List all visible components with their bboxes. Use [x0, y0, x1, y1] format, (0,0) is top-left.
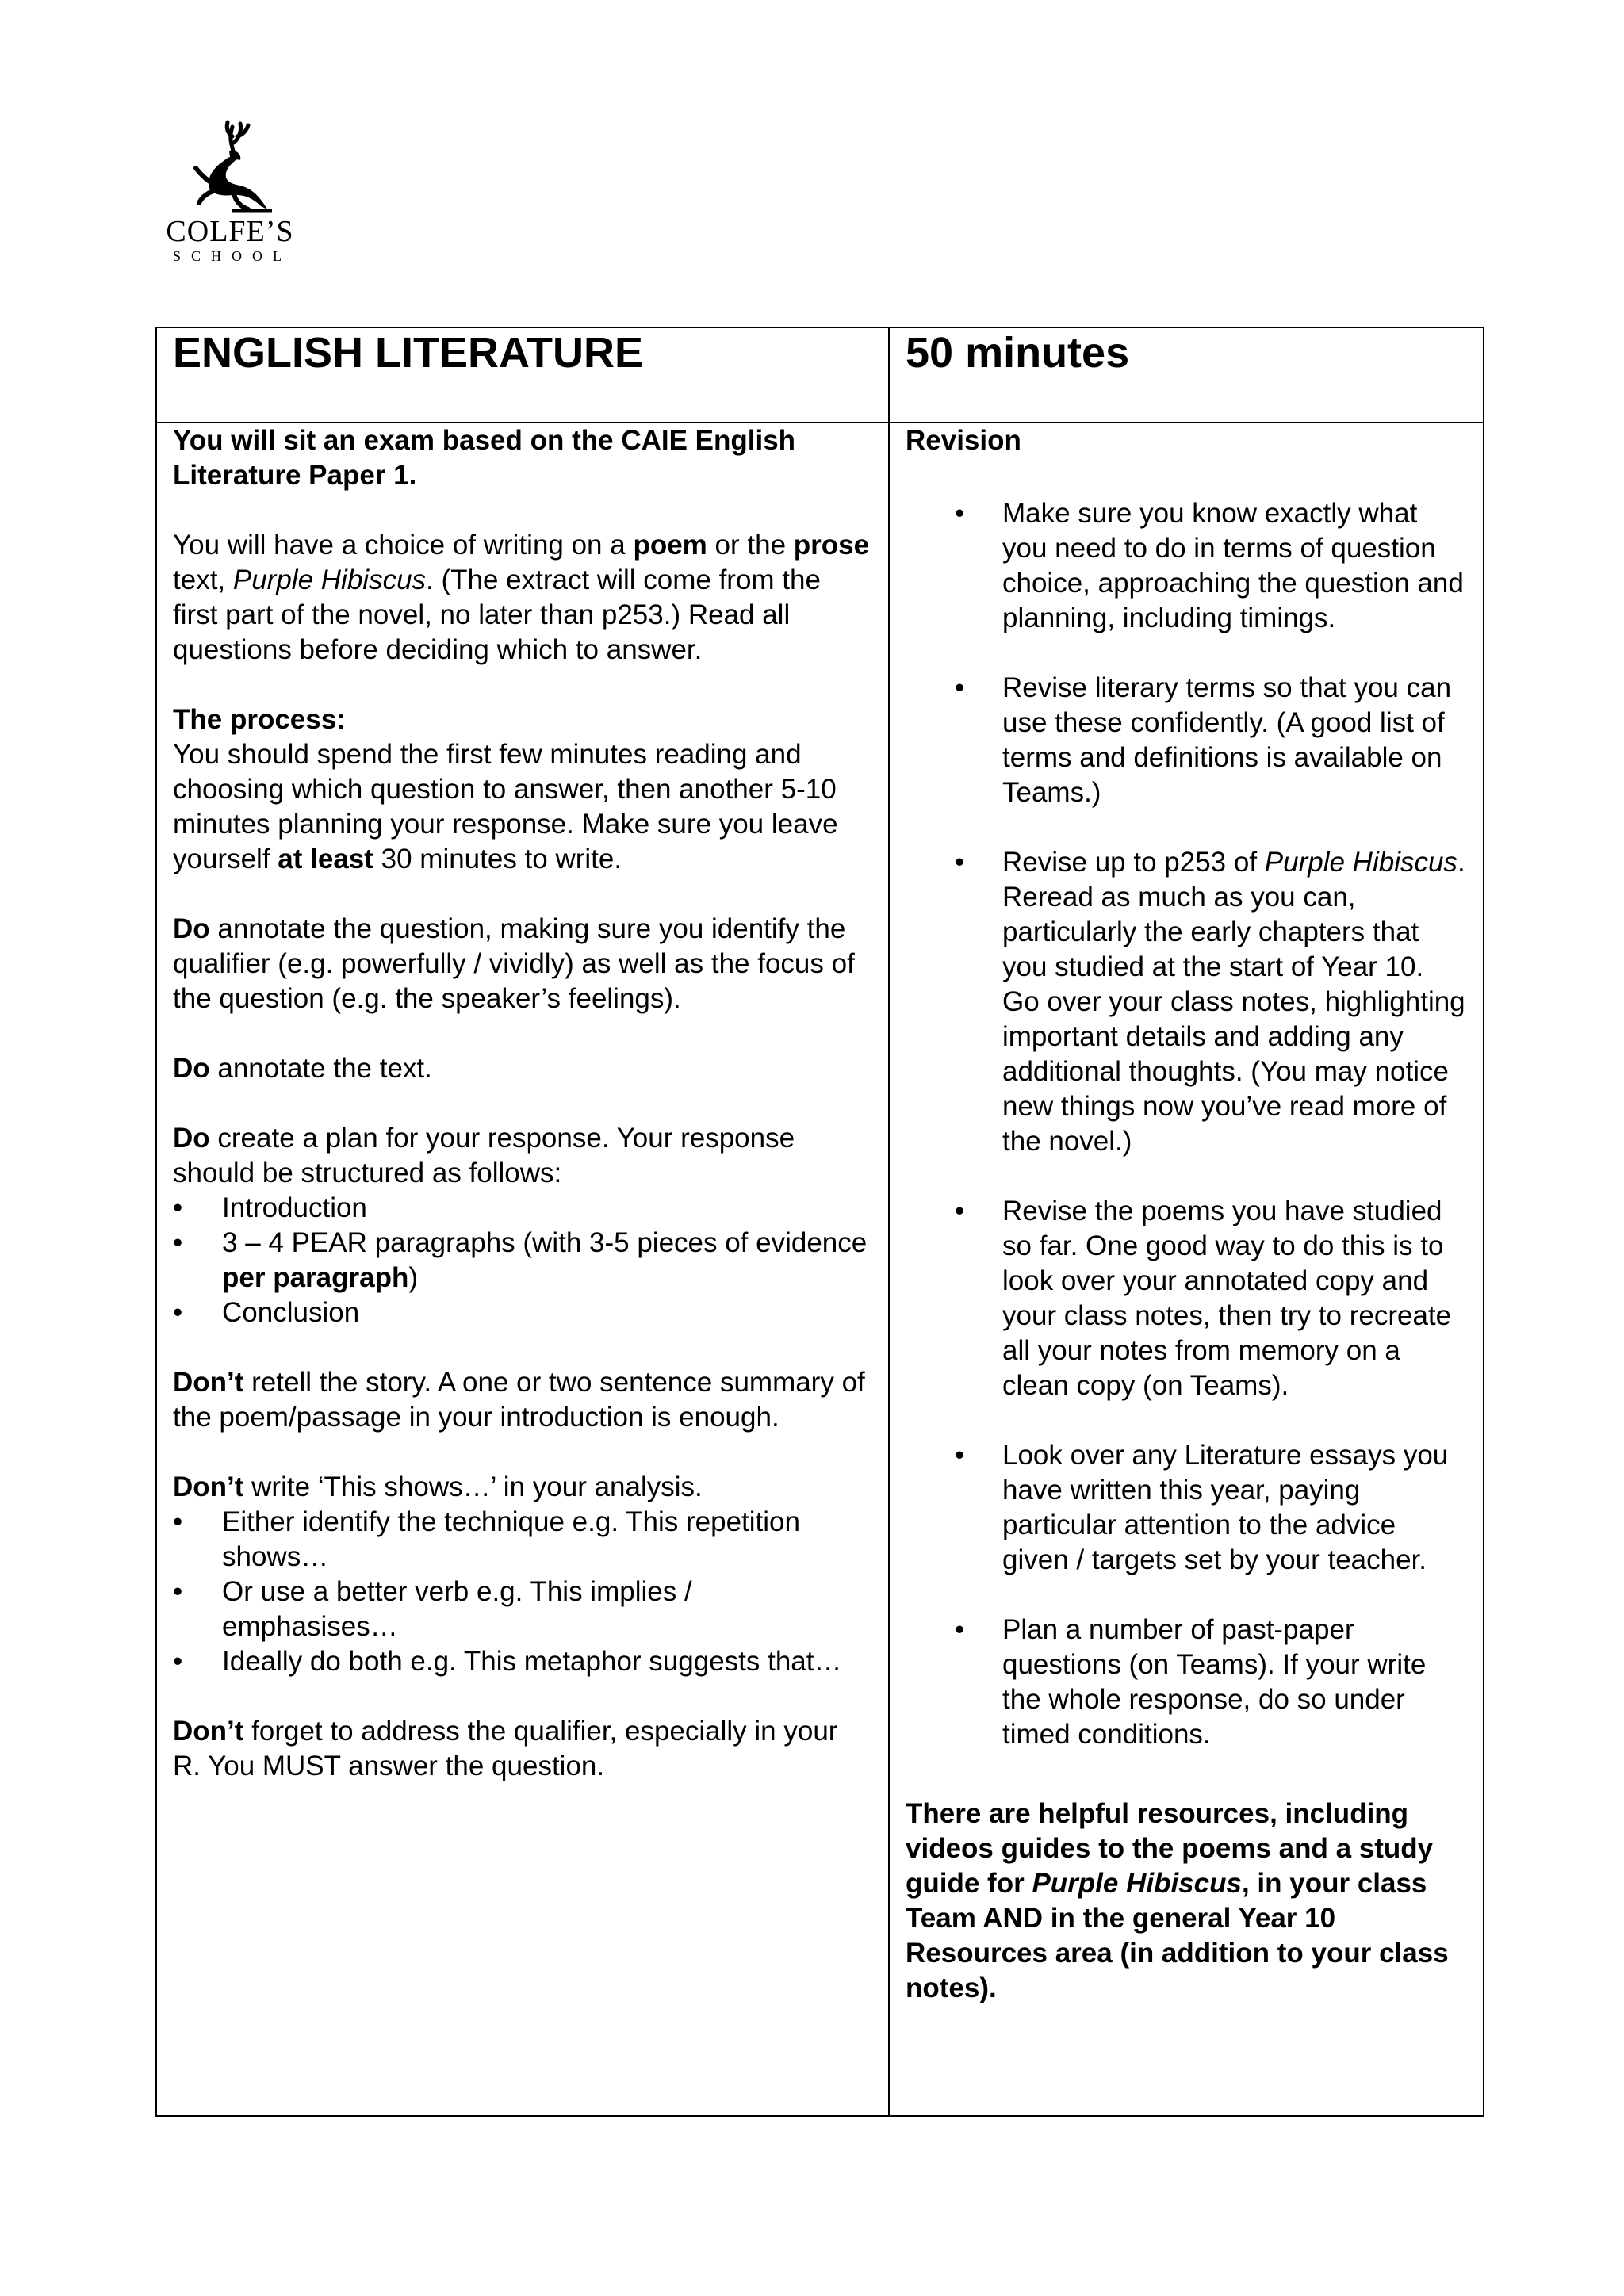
school-logo	[163, 119, 297, 265]
dont-forget-qualifier: Don’t forget to address the qualifier, especially in your R. You MUST answer the question.	[173, 1716, 838, 1781]
revision-heading: Revision	[906, 425, 1021, 456]
dont-retell: Don’t retell the story. A one or two sentence summary of the poem/passage in your introduction is enough.	[173, 1367, 865, 1433]
list-item: • Either identify the technique e.g. This repetition shows…	[173, 1505, 872, 1575]
exam-info-table	[155, 327, 1484, 2117]
content-row	[156, 423, 1484, 2116]
list-item: • Introduction	[173, 1191, 872, 1226]
list-item: • Revise the poems you have studied so far. One good way to do this is to look over your annotated copy and your class notes, then try to recreate all your notes from memory on a clean copy (on Teams).	[906, 1194, 1467, 1403]
exam-guidance-cell	[156, 423, 889, 2116]
revision-list	[906, 496, 1467, 1752]
list-item: • Revise literary terms so that you can use these confidently. (A good list of terms and definitions is available on Teams.)	[906, 671, 1467, 810]
list-item: • Conclusion	[173, 1295, 872, 1330]
plan-structure-list	[173, 1191, 872, 1330]
subject-title: ENGLISH LITERATURE	[173, 329, 643, 377]
choice-paragraph: You will have a choice of writing on a poem or the prose text, Purple Hibiscus. (The extract will come from the first part of the novel, no later than p253.) Read all questions before deciding which to answer.	[173, 530, 870, 665]
list-item: • Revise up to p253 of Purple Hibiscus. Reread as much as you can, particularly the early chapters that you studied at the start of Year 10. Go over your class notes, highlighting important details and adding any additional thoughts. (You may notice new things now you’ve read more of the novel.)	[906, 845, 1467, 1159]
logo-subtitle: SCHOOL	[172, 248, 292, 264]
duration-cell	[889, 327, 1484, 423]
do-annotate-text: Do annotate the text.	[173, 1053, 432, 1084]
dont-this-shows: Don’t write ‘This shows…’ in your analysis.	[173, 1471, 703, 1502]
analysis-tips-list	[173, 1505, 872, 1679]
process-paragraph: The process: You should spend the first few minutes reading and choosing which question to answer, then another 5-10 minutes planning your response. Make sure you leave yourself at least 30 minutes to write.	[173, 704, 838, 874]
do-annotate-question: Do annotate the question, making sure you identify the qualifier (e.g. powerfully / vividly) as well as the focus of the question (e.g. the speaker’s feelings).	[173, 913, 855, 1014]
duration-title: 50 minutes	[906, 329, 1130, 377]
list-item: • Plan a number of past-paper questions (on Teams). If your write the whole response, do so under timed conditions.	[906, 1613, 1467, 1752]
revision-cell	[889, 423, 1484, 2116]
do-create-plan: Do create a plan for your response. Your response should be structured as follows:	[173, 1123, 795, 1188]
list-item: • Make sure you know exactly what you need to do in terms of question choice, approaching the question and planning, including timings.	[906, 496, 1467, 636]
header-row	[156, 327, 1484, 423]
subject-cell	[156, 327, 889, 423]
intro-paragraph: You will sit an exam based on the CAIE English Literature Paper 1.	[173, 425, 796, 491]
resources-note: There are helpful resources, including videos guides to the poems and a study guide for Purple Hibiscus, in your class Team AND in the general Year 10 Resources area (in addition to your class notes).	[906, 1798, 1449, 2003]
list-item: • Ideally do both e.g. This metaphor suggests that…	[173, 1644, 872, 1679]
process-heading: The process:	[173, 704, 346, 735]
logo-wordmark: COLFE’S	[166, 215, 294, 248]
stag-icon	[185, 119, 278, 214]
list-item: • Look over any Literature essays you have written this year, paying particular attention to the advice given / targets set by your teacher.	[906, 1438, 1467, 1578]
list-item: • Or use a better verb e.g. This implies / emphasises…	[173, 1575, 872, 1644]
list-item: • 3 – 4 PEAR paragraphs (with 3-5 pieces of evidence per paragraph)	[173, 1226, 872, 1295]
